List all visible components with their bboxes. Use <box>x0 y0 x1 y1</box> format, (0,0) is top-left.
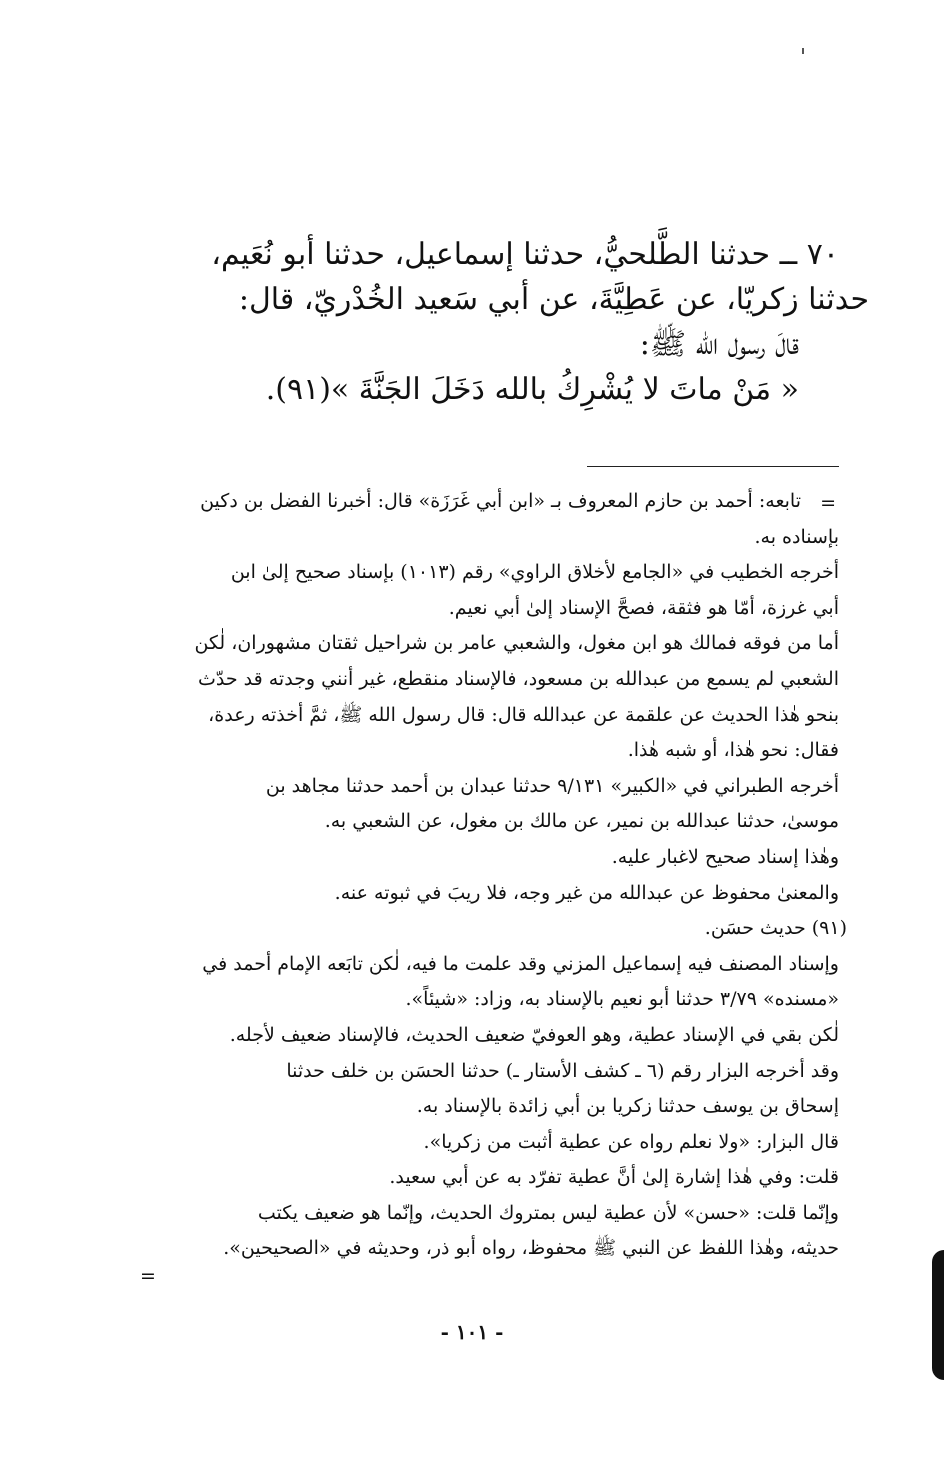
note-line: حديثه، وهٰذا اللفظ عن النبي ﷺ محفوظ، رواه أبو ذر، وحديثه في «الصحيحين». <box>223 1237 839 1260</box>
note-line: أخرجه الطبراني في «الكبير» ٩/١٣١ حدثنا عبدان بن أحمد حدثنا مجاهد بن <box>265 774 839 797</box>
continuation-mark-end: = <box>140 1265 156 1287</box>
footnote-divider <box>587 466 839 467</box>
note-line: الشعبي لم يسمع من عبدالله بن مسعود، فالإسناد منقطع، غير أنني وجدته قد حدّث <box>198 667 839 690</box>
note-line: لٰكن بقي في الإسناد عطية، وهو العوفيّ ضعيف الحديث، فالإسناد ضعيف لأجله. <box>229 1023 839 1046</box>
note-line: بنحو هٰذا الحديث عن علقمة عن عبدالله قال: قال رسول الله ﷺ، ثمَّ أخذته رعدة، <box>208 703 839 726</box>
note-line: إسحاق بن يوسف حدثنا زكريا بن أبي زائدة بالإسناد به. <box>416 1095 839 1118</box>
note-line: أبي غرزة، أمّا هو فثقة، فصحَّ الإسناد إلىٰ أبي نعيم. <box>448 596 839 619</box>
footnote-heading: (٩١) حديث حسَن. <box>704 917 847 940</box>
hadith-text <box>139 232 869 412</box>
page-number: - ١٠١ - <box>440 1320 504 1344</box>
hadith-line-1: ٧٠ ــ حدثنا الطَّلحيُّ، حدثنا إسماعيل، حدثنا أبو نُعَيم، <box>211 237 839 272</box>
footnotes <box>149 484 847 1267</box>
note-line: وإنّما قلت: «حسن» لأن عطية ليس بمتروك الحديث، وإنّما هو ضعيف يكتب <box>257 1201 839 1224</box>
hadith-line-3: قالَ رسول الله ﷺ: <box>639 327 799 362</box>
note-line: فقال: نحو هٰذا، أو شبه هٰذا. <box>627 739 839 762</box>
note-line: قلت: وفي هٰذا إشارة إلىٰ أنَّ عطية تفرّد به عن أبي سعيد. <box>389 1166 839 1189</box>
note-line: موسىٰ، حدثنا عبدالله بن نمير، عن مالك بن مغول، عن الشعبي به. <box>324 810 839 833</box>
scan-speck <box>802 48 804 54</box>
note-line: تابعه: أحمد بن حازم المعروف بـ «ابن أبي غَرَزَة» قال: أخبرنا الفضل بن دكين <box>200 490 801 512</box>
note-line: قال البزار: «ولا نعلم رواه عن عطية أثبت من زكريا». <box>423 1130 839 1153</box>
hadith-line-2: حدثنا زكريّا، عن عَطِيَّةَ، عن أبي سَعيد الخُدْريّ، قال: <box>238 282 869 317</box>
note-line: أخرجه الخطيب في «الجامع لأخلاق الراوي» رقم (١٠١٣) بإسناد صحيح إلىٰ ابن <box>230 561 839 584</box>
binding-shadow <box>932 1250 944 1380</box>
note-line: وإسناد المصنف فيه إسماعيل المزني وقد علمت ما فيه، لٰكن تابَعه الإمام أحمد في <box>202 952 839 975</box>
note-line: بإسناده به. <box>754 525 839 548</box>
note-line: «مسنده» ٣/٧٩ حدثنا أبو نعيم بالإسناد به، وزاد: «شيئاً». <box>405 988 839 1011</box>
note-line: أما من فوقه فمالك هو ابن مغول، والشعبي عامر بن شراحيل ثقتان مشهوران، لٰكن <box>194 632 839 655</box>
note-line: وهٰذا إسناد صحيح لاغبار عليه. <box>611 845 839 868</box>
note-line: والمعنىٰ محفوظ عن عبدالله من غير وجه، فلا ريبَ في ثبوته عنه. <box>334 881 839 904</box>
hadith-line-4: « مَنْ ماتَ لا يُشْرِكُ بالله دَخَلَ الجَنَّةَ »(٩١). <box>265 372 799 407</box>
note-line: وقد أخرجه البزار رقم (٦ ـ كشف الأستار ـ) حدثنا الحسَن بن خلف حدثنا <box>286 1059 839 1082</box>
continuation-mark: = <box>820 492 836 514</box>
